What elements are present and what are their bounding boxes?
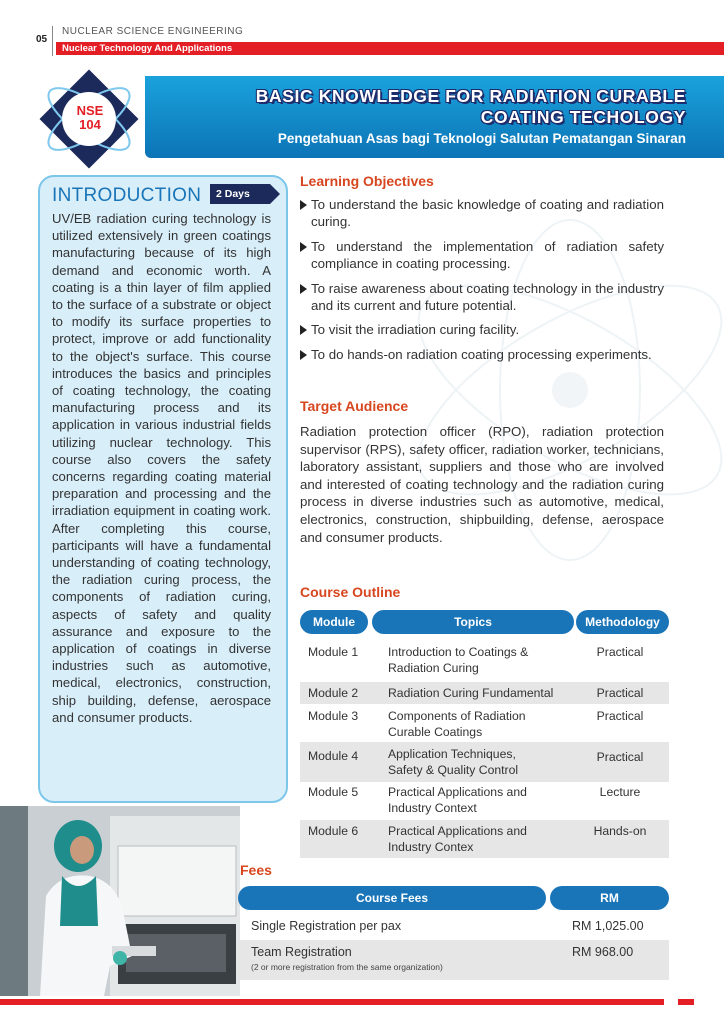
learning-objectives-heading: Learning Objectives bbox=[300, 173, 434, 189]
course-code-number: 104 bbox=[79, 117, 101, 132]
course-code-prefix: NSE bbox=[76, 103, 104, 118]
page-number: 05 bbox=[36, 34, 48, 45]
topic-cell: Introduction to Coatings & Radiation Curing bbox=[388, 645, 529, 675]
topic-cell: Radiation Curing Fundamental bbox=[388, 686, 554, 700]
topic-cell: Practical Applications and Industry Context bbox=[388, 785, 527, 815]
column-header-module: Module bbox=[300, 610, 368, 634]
table-row bbox=[300, 704, 669, 742]
duration-badge: 2 Days bbox=[210, 184, 270, 204]
methodology-cell: Practical bbox=[596, 750, 644, 764]
column-header-course-fees: Course Fees bbox=[238, 886, 546, 910]
module-cell: Module 6 bbox=[308, 824, 359, 838]
learning-objectives-list bbox=[300, 196, 664, 370]
course-title-line2: COATING TECHOLOGY bbox=[480, 107, 686, 127]
table-row bbox=[300, 782, 669, 820]
header-subcategory: Nuclear Technology And Applications bbox=[62, 43, 233, 54]
list-item: To do hands-on radiation coating processing experiments. bbox=[300, 346, 664, 363]
module-cell: Module 2 bbox=[308, 686, 359, 700]
lab-worker-photo bbox=[0, 806, 240, 996]
introduction-text: UV/EB radiation curing technology is utilized extensively in green coatings manufacturing because of its high demand and economic worth. A coating is a thin layer of film applied to the surface of a substrate or object to modify its surface properties to protect, improve or add functionality to the object's surface. This course introduces the basics and principles of coating technology, the coating manufacturing process and its application in various industrial fields utilizing nuclear technology. This course also covers the safety concerns regarding coating material preparation and processing and the irradiation equipment in coating work. After completing this course, participants will have a fundamental understanding of coating technology, the radiation curing process, the components of radiation curing, aspects of safety and quality assurance and exposure to the application of coatings in diverse industries such as automotive, medical, electronics, construction, ship building, defense, aerospace and consumer products. bbox=[52, 211, 271, 725]
list-item: To understand the implementation of radiation safety compliance in coating processing. bbox=[300, 238, 664, 273]
fee-amount: RM 968.00 bbox=[572, 945, 634, 959]
target-audience-text: Radiation protection officer (RPO), radiation protection supervisor (RPS), safety officer, radiation worker, technicians, laboratory assistant, suppliers and those who are involved and interested of coating technology and the radiation curing process in diverse industries such as automotive, medical, electronics, construction, shipbuilding, defense, aerospace and consumer products. bbox=[300, 424, 664, 545]
header-category: NUCLEAR SCIENCE ENGINEERING bbox=[62, 26, 244, 37]
course-code bbox=[62, 104, 118, 132]
fee-label: Team Registration bbox=[251, 945, 352, 959]
table-row bbox=[300, 820, 669, 858]
triangle-bullet-icon bbox=[300, 350, 307, 360]
list-item: To raise awareness about coating technology in the industry and its current and future potential. bbox=[300, 280, 664, 315]
triangle-bullet-icon bbox=[300, 200, 307, 210]
header-divider bbox=[52, 26, 53, 56]
topic-cell: Components of Radiation Curable Coatings bbox=[388, 709, 526, 739]
table-row bbox=[300, 640, 669, 682]
table-row bbox=[300, 682, 669, 704]
methodology-cell: Practical bbox=[596, 686, 644, 700]
course-outline-table bbox=[300, 610, 669, 854]
introduction-heading: INTRODUCTION bbox=[52, 185, 202, 206]
list-item: To visit the irradiation curing facility. bbox=[300, 321, 664, 338]
methodology-cell: Lecture bbox=[599, 785, 641, 799]
course-subtitle: Pengetahuan Asas bagi Teknologi Salutan Pematangan Sinaran bbox=[277, 131, 686, 146]
fee-label: Single Registration per pax bbox=[251, 919, 402, 933]
topic-cell: Practical Applications and Industry Contex bbox=[388, 824, 527, 854]
footer-red-bar-end bbox=[678, 999, 694, 1005]
module-cell: Module 4 bbox=[308, 749, 359, 763]
column-header-topics: Topics bbox=[372, 610, 574, 634]
list-item: To understand the basic knowledge of coating and radiation curing. bbox=[300, 196, 664, 231]
fee-note: (2 or more registration from the same organization) bbox=[251, 962, 443, 972]
topic-cell: Application Techniques, Safety & Quality Control bbox=[388, 747, 519, 777]
column-header-rm: RM bbox=[550, 886, 669, 910]
fees-heading: Fees bbox=[240, 862, 272, 878]
course-outline-heading: Course Outline bbox=[300, 584, 401, 600]
module-cell: Module 3 bbox=[308, 709, 359, 723]
column-header-methodology: Methodology bbox=[576, 610, 669, 634]
course-title-line1: BASIC KNOWLEDGE FOR RADIATION CURABLE bbox=[255, 86, 686, 106]
methodology-cell: Practical bbox=[596, 709, 644, 723]
footer-red-bar bbox=[0, 999, 664, 1005]
course-title bbox=[150, 86, 686, 128]
table-row bbox=[238, 940, 669, 980]
triangle-bullet-icon bbox=[300, 325, 307, 335]
triangle-bullet-icon bbox=[300, 284, 307, 294]
methodology-cell: Hands-on bbox=[593, 824, 647, 838]
fee-amount: RM 1,025.00 bbox=[572, 919, 644, 933]
module-cell: Module 1 bbox=[308, 645, 359, 659]
methodology-cell: Practical bbox=[596, 645, 644, 659]
duration-badge-arrow bbox=[270, 184, 280, 204]
module-cell: Module 5 bbox=[308, 785, 359, 799]
table-header bbox=[300, 610, 669, 634]
target-audience-heading: Target Audience bbox=[300, 398, 409, 414]
table-row bbox=[238, 914, 669, 940]
triangle-bullet-icon bbox=[300, 242, 307, 252]
table-row bbox=[300, 742, 669, 782]
